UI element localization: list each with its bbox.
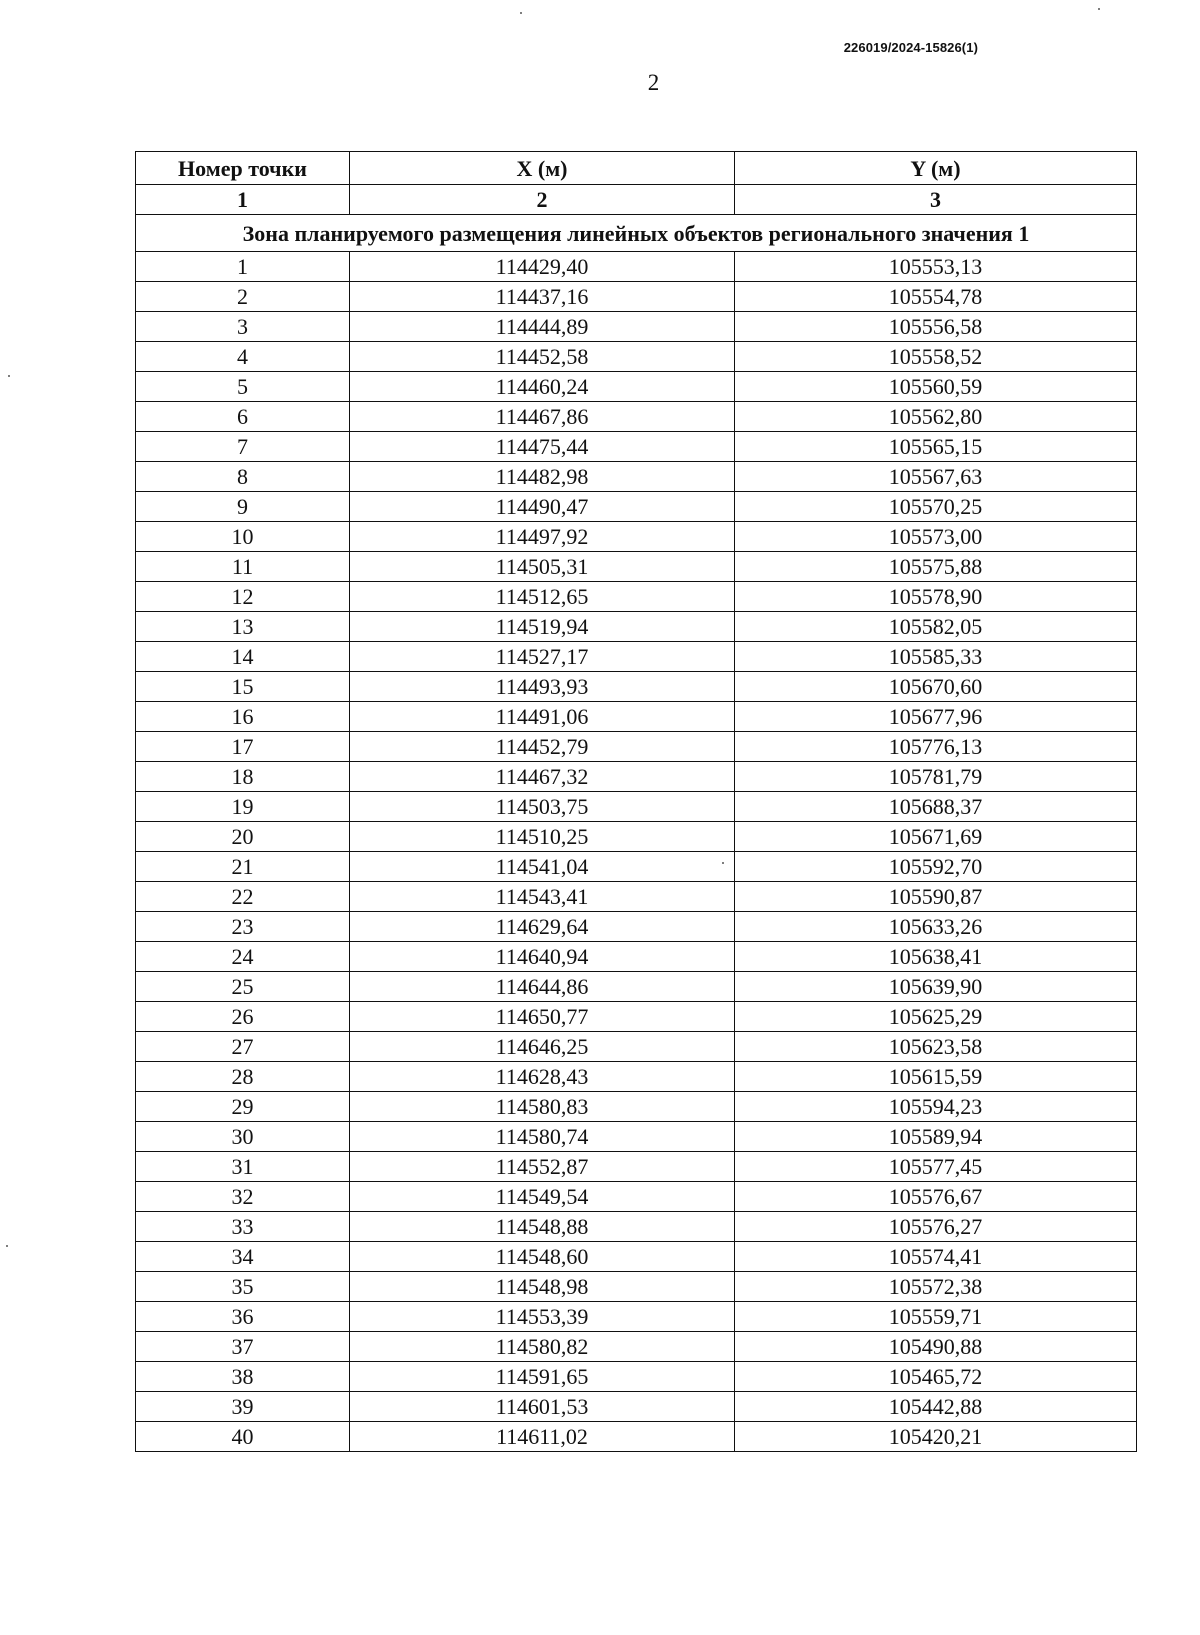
y-coordinate-cell: 105623,58 (735, 1032, 1137, 1062)
scan-speck (6, 1245, 8, 1247)
y-coordinate-cell: 105442,88 (735, 1392, 1137, 1422)
point-number-cell: 39 (136, 1392, 350, 1422)
point-number-cell: 26 (136, 1002, 350, 1032)
y-coordinate-cell: 105578,90 (735, 582, 1137, 612)
table-row (136, 1332, 1137, 1362)
x-coordinate-cell: 114527,17 (350, 642, 735, 672)
table-row (136, 972, 1137, 1002)
table-row (136, 1122, 1137, 1152)
x-coordinate-cell: 114644,86 (350, 972, 735, 1002)
table-row (136, 1002, 1137, 1032)
x-coordinate-cell: 114510,25 (350, 822, 735, 852)
x-coordinate-cell: 114452,79 (350, 732, 735, 762)
point-number-cell: 9 (136, 492, 350, 522)
zone-title: Зона планируемого размещения линейных объектов регионального значения 1 (136, 215, 1137, 252)
y-coordinate-cell: 105573,00 (735, 522, 1137, 552)
table-row (136, 1212, 1137, 1242)
y-coordinate-cell: 105781,79 (735, 762, 1137, 792)
point-number-cell: 37 (136, 1332, 350, 1362)
point-number-cell: 15 (136, 672, 350, 702)
y-coordinate-cell: 105639,90 (735, 972, 1137, 1002)
point-number-cell: 2 (136, 282, 350, 312)
x-coordinate-cell: 114548,98 (350, 1272, 735, 1302)
point-number-cell: 5 (136, 372, 350, 402)
x-coordinate-cell: 114553,39 (350, 1302, 735, 1332)
x-coordinate-cell: 114493,93 (350, 672, 735, 702)
table-row (136, 402, 1137, 432)
table-row (136, 612, 1137, 642)
y-coordinate-cell: 105677,96 (735, 702, 1137, 732)
header-y: Y (м) (735, 152, 1137, 185)
point-number-cell: 19 (136, 792, 350, 822)
x-coordinate-cell: 114541,04 (350, 852, 735, 882)
y-coordinate-cell: 105574,41 (735, 1242, 1137, 1272)
y-coordinate-cell: 105625,29 (735, 1002, 1137, 1032)
point-number-cell: 7 (136, 432, 350, 462)
x-coordinate-cell: 114491,06 (350, 702, 735, 732)
y-coordinate-cell: 105576,67 (735, 1182, 1137, 1212)
x-coordinate-cell: 114437,16 (350, 282, 735, 312)
y-coordinate-cell: 105553,13 (735, 252, 1137, 282)
x-coordinate-cell: 114444,89 (350, 312, 735, 342)
column-number: 2 (350, 185, 735, 215)
y-coordinate-cell: 105670,60 (735, 672, 1137, 702)
x-coordinate-cell: 114640,94 (350, 942, 735, 972)
point-number-cell: 13 (136, 612, 350, 642)
table-row (136, 942, 1137, 972)
point-number-cell: 18 (136, 762, 350, 792)
coordinates-table (135, 151, 1137, 1452)
x-coordinate-cell: 114591,65 (350, 1362, 735, 1392)
table-row (136, 582, 1137, 612)
y-coordinate-cell: 105570,25 (735, 492, 1137, 522)
table-row (136, 1062, 1137, 1092)
x-coordinate-cell: 114601,53 (350, 1392, 735, 1422)
x-coordinate-cell: 114452,58 (350, 342, 735, 372)
table-row (136, 1242, 1137, 1272)
point-number-cell: 20 (136, 822, 350, 852)
table-row (136, 1152, 1137, 1182)
x-coordinate-cell: 114611,02 (350, 1422, 735, 1452)
x-coordinate-cell: 114503,75 (350, 792, 735, 822)
point-number-cell: 17 (136, 732, 350, 762)
y-coordinate-cell: 105572,38 (735, 1272, 1137, 1302)
x-coordinate-cell: 114580,74 (350, 1122, 735, 1152)
table-row (136, 372, 1137, 402)
column-number-row (136, 185, 1137, 215)
point-number-cell: 33 (136, 1212, 350, 1242)
point-number-cell: 11 (136, 552, 350, 582)
x-coordinate-cell: 114482,98 (350, 462, 735, 492)
x-coordinate-cell: 114580,83 (350, 1092, 735, 1122)
table-row (136, 282, 1137, 312)
x-coordinate-cell: 114549,54 (350, 1182, 735, 1212)
table-row (136, 1032, 1137, 1062)
x-coordinate-cell: 114650,77 (350, 1002, 735, 1032)
x-coordinate-cell: 114490,47 (350, 492, 735, 522)
x-coordinate-cell: 114512,65 (350, 582, 735, 612)
y-coordinate-cell: 105582,05 (735, 612, 1137, 642)
point-number-cell: 32 (136, 1182, 350, 1212)
table-row (136, 342, 1137, 372)
x-coordinate-cell: 114646,25 (350, 1032, 735, 1062)
table-row (136, 1092, 1137, 1122)
point-number-cell: 22 (136, 882, 350, 912)
table-row (136, 822, 1137, 852)
table-row (136, 852, 1137, 882)
point-number-cell: 3 (136, 312, 350, 342)
point-number-cell: 27 (136, 1032, 350, 1062)
y-coordinate-cell: 105558,52 (735, 342, 1137, 372)
point-number-cell: 30 (136, 1122, 350, 1152)
point-number-cell: 40 (136, 1422, 350, 1452)
point-number-cell: 21 (136, 852, 350, 882)
table-row (136, 882, 1137, 912)
table-row (136, 642, 1137, 672)
y-coordinate-cell: 105590,87 (735, 882, 1137, 912)
point-number-cell: 10 (136, 522, 350, 552)
y-coordinate-cell: 105776,13 (735, 732, 1137, 762)
x-coordinate-cell: 114467,32 (350, 762, 735, 792)
y-coordinate-cell: 105638,41 (735, 942, 1137, 972)
table-row (136, 912, 1137, 942)
y-coordinate-cell: 105575,88 (735, 552, 1137, 582)
table-row (136, 1362, 1137, 1392)
table-row (136, 432, 1137, 462)
x-coordinate-cell: 114505,31 (350, 552, 735, 582)
page-number: 2 (647, 70, 660, 95)
point-number-cell: 29 (136, 1092, 350, 1122)
table-row (136, 312, 1137, 342)
x-coordinate-cell: 114629,64 (350, 912, 735, 942)
table-row (136, 552, 1137, 582)
y-coordinate-cell: 105465,72 (735, 1362, 1137, 1392)
x-coordinate-cell: 114429,40 (350, 252, 735, 282)
point-number-cell: 6 (136, 402, 350, 432)
x-coordinate-cell: 114543,41 (350, 882, 735, 912)
point-number-cell: 38 (136, 1362, 350, 1392)
y-coordinate-cell: 105420,21 (735, 1422, 1137, 1452)
table-row (136, 762, 1137, 792)
table-row (136, 492, 1137, 522)
scan-speck (8, 375, 10, 377)
x-coordinate-cell: 114552,87 (350, 1152, 735, 1182)
x-coordinate-cell: 114548,60 (350, 1242, 735, 1272)
y-coordinate-cell: 105688,37 (735, 792, 1137, 822)
table-row (136, 1392, 1137, 1422)
table-row (136, 732, 1137, 762)
point-number-cell: 31 (136, 1152, 350, 1182)
y-coordinate-cell: 105559,71 (735, 1302, 1137, 1332)
header-point-number: Номер точки (136, 152, 350, 185)
table-row (136, 1182, 1137, 1212)
point-number-cell: 8 (136, 462, 350, 492)
x-coordinate-cell: 114497,92 (350, 522, 735, 552)
x-coordinate-cell: 114460,24 (350, 372, 735, 402)
column-number: 3 (735, 185, 1137, 215)
table-row (136, 1422, 1137, 1452)
y-coordinate-cell: 105490,88 (735, 1332, 1137, 1362)
y-coordinate-cell: 105585,33 (735, 642, 1137, 672)
y-coordinate-cell: 105633,26 (735, 912, 1137, 942)
y-coordinate-cell: 105671,69 (735, 822, 1137, 852)
scan-speck (722, 862, 724, 864)
x-coordinate-cell: 114467,86 (350, 402, 735, 432)
zone-title-row (136, 215, 1137, 252)
header-x: X (м) (350, 152, 735, 185)
y-coordinate-cell: 105556,58 (735, 312, 1137, 342)
point-number-cell: 35 (136, 1272, 350, 1302)
document-id: 226019/2024-15826(1) (843, 40, 978, 55)
scan-speck (520, 12, 522, 14)
table-row (136, 672, 1137, 702)
x-coordinate-cell: 114475,44 (350, 432, 735, 462)
scan-speck (1098, 8, 1100, 10)
point-number-cell: 1 (136, 252, 350, 282)
table-row (136, 522, 1137, 552)
point-number-cell: 34 (136, 1242, 350, 1272)
point-number-cell: 36 (136, 1302, 350, 1332)
x-coordinate-cell: 114548,88 (350, 1212, 735, 1242)
y-coordinate-cell: 105554,78 (735, 282, 1137, 312)
y-coordinate-cell: 105592,70 (735, 852, 1137, 882)
table-row (136, 1302, 1137, 1332)
x-coordinate-cell: 114580,82 (350, 1332, 735, 1362)
y-coordinate-cell: 105594,23 (735, 1092, 1137, 1122)
y-coordinate-cell: 105615,59 (735, 1062, 1137, 1092)
table-row (136, 462, 1137, 492)
point-number-cell: 25 (136, 972, 350, 1002)
point-number-cell: 23 (136, 912, 350, 942)
table-row (136, 252, 1137, 282)
y-coordinate-cell: 105567,63 (735, 462, 1137, 492)
x-coordinate-cell: 114519,94 (350, 612, 735, 642)
point-number-cell: 16 (136, 702, 350, 732)
point-number-cell: 24 (136, 942, 350, 972)
y-coordinate-cell: 105560,59 (735, 372, 1137, 402)
table-row (136, 1272, 1137, 1302)
point-number-cell: 28 (136, 1062, 350, 1092)
y-coordinate-cell: 105562,80 (735, 402, 1137, 432)
table-row (136, 792, 1137, 822)
y-coordinate-cell: 105577,45 (735, 1152, 1137, 1182)
table-header-row (136, 152, 1137, 185)
y-coordinate-cell: 105565,15 (735, 432, 1137, 462)
point-number-cell: 14 (136, 642, 350, 672)
x-coordinate-cell: 114628,43 (350, 1062, 735, 1092)
point-number-cell: 4 (136, 342, 350, 372)
y-coordinate-cell: 105589,94 (735, 1122, 1137, 1152)
column-number: 1 (136, 185, 350, 215)
point-number-cell: 12 (136, 582, 350, 612)
table-row (136, 702, 1137, 732)
y-coordinate-cell: 105576,27 (735, 1212, 1137, 1242)
